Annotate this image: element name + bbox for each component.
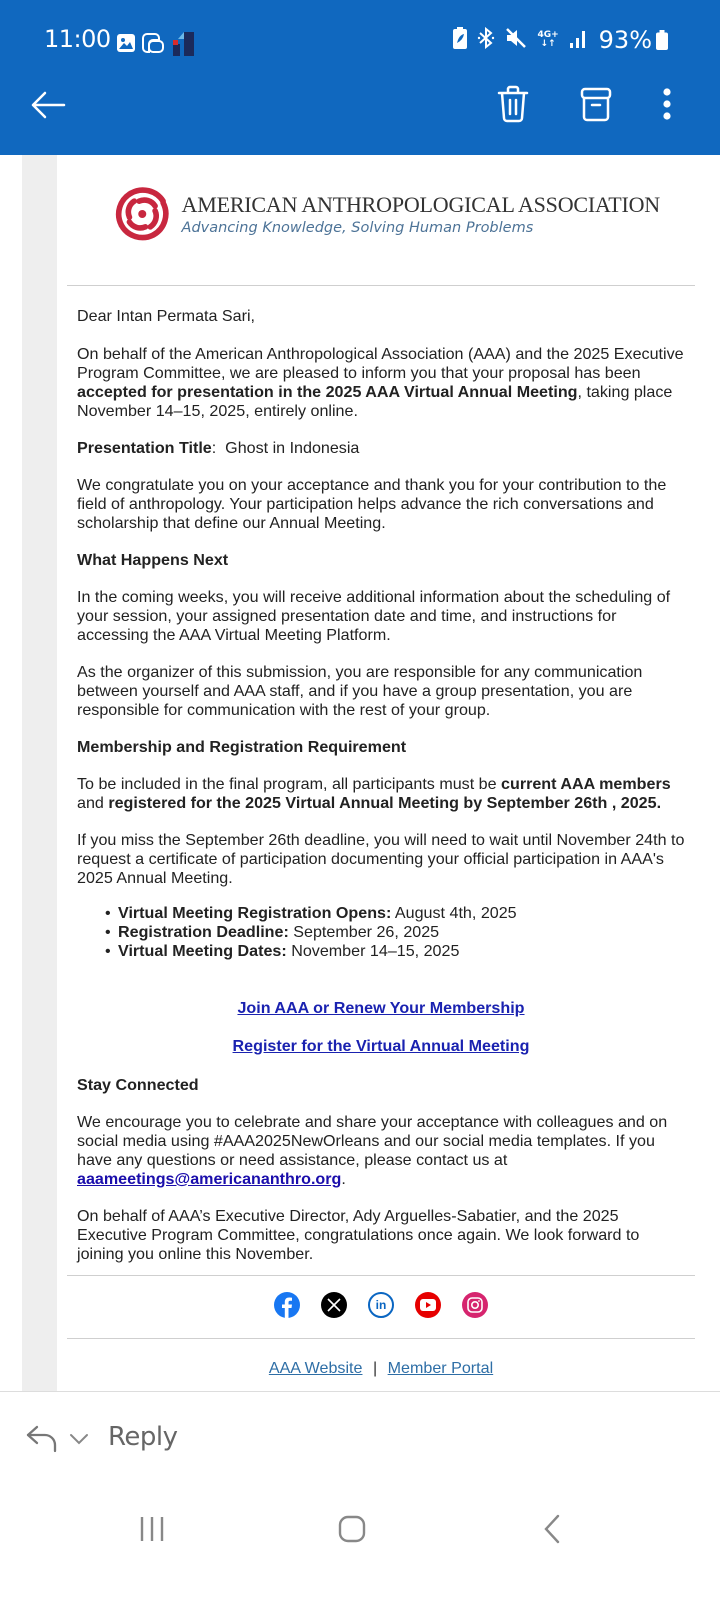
next-paragraph-1: In the coming weeks, you will receive additional information about the scheduling of your session, your assigned presentation date and time, and instructions for accessing the AAA Virtual Meeting Platform. xyxy=(77,588,671,644)
app-header xyxy=(0,0,720,155)
reply-options-dropdown[interactable] xyxy=(66,1426,92,1452)
intro-text: On behalf of the American Anthropological Association (AAA) and the 2025 Executive Program Committee, we are pleased to inform you that your proposal has been xyxy=(77,345,684,382)
key-dates-list xyxy=(77,904,689,961)
back-arrow-icon xyxy=(30,90,66,120)
contact-email-link[interactable]: aaameetings@americananthro.org xyxy=(77,1170,342,1188)
system-nav-bar xyxy=(0,1487,720,1600)
divider xyxy=(67,1338,695,1339)
email-body xyxy=(77,307,689,961)
network-4g-icon: 4G+ ↓↑ xyxy=(537,30,559,49)
member-portal-link[interactable]: Member Portal xyxy=(387,1359,494,1377)
delete-button[interactable] xyxy=(493,82,533,126)
aaa-spiral-logo-icon xyxy=(115,180,170,248)
battery-saver-icon xyxy=(453,27,467,54)
home-button[interactable] xyxy=(330,1509,374,1549)
membership-bold-1: current AAA members xyxy=(501,775,671,793)
membership-text: To be included in the final program, all participants must be xyxy=(77,775,502,793)
battery-percent: 93% xyxy=(598,26,652,54)
system-icons xyxy=(453,26,668,54)
deadline-paragraph: If you miss the September 26th deadline, you will need to wait until November 24th to request a certificate of participation documenting your official participation in AAA's 2025 Annual Meeting. xyxy=(77,831,685,887)
list-item xyxy=(105,904,689,923)
intro-text-end: , taking place November 14–15, 2025, entirely online. xyxy=(77,383,673,420)
chevron-down-icon xyxy=(69,1433,89,1445)
aaa-logo xyxy=(115,179,660,249)
membership-bold-2: registered for the 2025 Virtual Annual Meeting by September 26th , 2025. xyxy=(108,794,662,812)
mute-icon xyxy=(505,27,527,54)
membership-heading: Membership and Registration Requirement xyxy=(77,738,407,756)
quote-gutter xyxy=(22,155,57,1392)
back-button[interactable] xyxy=(28,85,68,125)
back-nav-icon xyxy=(540,1513,564,1545)
stay-paragraph xyxy=(77,1113,689,1189)
aaa-website-link[interactable]: AAA Website xyxy=(268,1359,363,1377)
home-icon xyxy=(337,1514,367,1544)
date-label: Registration Deadline: xyxy=(118,923,289,941)
footer-separator: | xyxy=(372,1359,378,1377)
archive-button[interactable] xyxy=(576,82,616,126)
date-label: Virtual Meeting Dates: xyxy=(118,942,287,960)
presentation-value: Ghost in Indonesia xyxy=(225,439,360,457)
gallery-icon xyxy=(116,33,136,58)
reply-bar xyxy=(0,1392,720,1487)
back-nav-button[interactable] xyxy=(530,1509,574,1549)
recent-apps-icon xyxy=(137,1514,167,1544)
status-time: 11:00 xyxy=(44,25,111,53)
stay-heading: Stay Connected xyxy=(77,1076,199,1094)
register-link-row xyxy=(67,1037,695,1056)
app-bar xyxy=(0,80,720,130)
copilot-icon xyxy=(141,32,165,59)
youtube-icon[interactable] xyxy=(415,1292,441,1318)
recent-apps-button[interactable] xyxy=(130,1509,174,1549)
next-heading: What Happens Next xyxy=(77,551,229,569)
reply-button[interactable] xyxy=(24,1420,60,1456)
more-vert-icon xyxy=(661,87,673,121)
divider xyxy=(67,1275,695,1276)
date-value: September 26, 2025 xyxy=(288,923,440,941)
more-options-button[interactable] xyxy=(652,82,682,126)
presentation-title: Presentation Title: Ghost in Indonesia xyxy=(77,439,360,457)
next-paragraph-2: As the organizer of this submission, you are responsible for any communication between yourself and AAA staff, and if you have a group presentation, you are responsible for communication with the rest of your group. xyxy=(77,663,643,719)
list-item xyxy=(105,923,689,942)
list-item xyxy=(105,942,689,961)
battery-icon xyxy=(656,30,668,50)
closing-paragraph: On behalf of AAA’s Executive Director, Ady Arguelles-Sabatier, and the 2025 Executive Program Committee, congratulations once again. We look forward to joining you online this November. xyxy=(77,1207,640,1263)
stay-text: We encourage you to celebrate and share your acceptance with colleagues and on social media using #AAA2025NewOrleans and our social media templates. If you have any questions or need assistance, please contact us at xyxy=(77,1113,668,1169)
social-links xyxy=(67,1292,695,1318)
archive-icon xyxy=(579,84,613,124)
status-bar xyxy=(0,22,720,58)
stay-connected-section xyxy=(77,1076,689,1264)
intro-bold: accepted for presentation in the 2025 AAA Virtual Annual Meeting xyxy=(77,383,578,401)
intro-paragraph xyxy=(77,345,689,421)
logo-title: AMERICAN ANTHROPOLOGICAL ASSOCIATION xyxy=(181,192,660,217)
reply-label[interactable]: Reply xyxy=(108,1422,178,1452)
join-renew-membership-link[interactable]: Join AAA or Renew Your Membership xyxy=(237,999,525,1017)
stay-text-end: . xyxy=(341,1170,346,1188)
email-view[interactable] xyxy=(0,155,720,1392)
x-icon[interactable] xyxy=(321,1292,347,1318)
membership-paragraph xyxy=(77,775,689,813)
join-link-row xyxy=(67,999,695,1018)
trash-icon xyxy=(496,84,530,124)
greeting: Dear Intan Permata Sari, xyxy=(77,307,256,325)
logo-tagline: Advancing Knowledge, Solving Human Problems xyxy=(181,220,534,236)
notification-icons xyxy=(116,30,196,61)
date-value: August 4th, 2025 xyxy=(391,904,517,922)
linkedin-icon[interactable]: in xyxy=(368,1292,394,1318)
congrats-paragraph: We congratulate you on your acceptance and thank you for your contribution to the field of anthropology. Your participation helps advance the rich conversations and scholarship that define our Annual Meeting. xyxy=(77,476,667,532)
divider xyxy=(67,285,695,286)
reply-icon xyxy=(25,1423,59,1453)
presentation-label: Presentation Title xyxy=(77,439,212,457)
instagram-icon[interactable] xyxy=(462,1292,488,1318)
app-icon xyxy=(170,30,196,61)
network-type-label: 4G+ xyxy=(537,30,559,40)
date-label: Virtual Meeting Registration Opens: xyxy=(118,904,392,922)
register-meeting-link[interactable]: Register for the Virtual Annual Meeting xyxy=(232,1037,530,1055)
bluetooth-icon xyxy=(477,27,495,54)
membership-text-2: and xyxy=(77,794,109,812)
date-value: November 14–15, 2025 xyxy=(286,942,460,960)
footer-links xyxy=(67,1359,695,1378)
signal-icon xyxy=(569,27,589,54)
facebook-icon[interactable] xyxy=(274,1292,300,1318)
